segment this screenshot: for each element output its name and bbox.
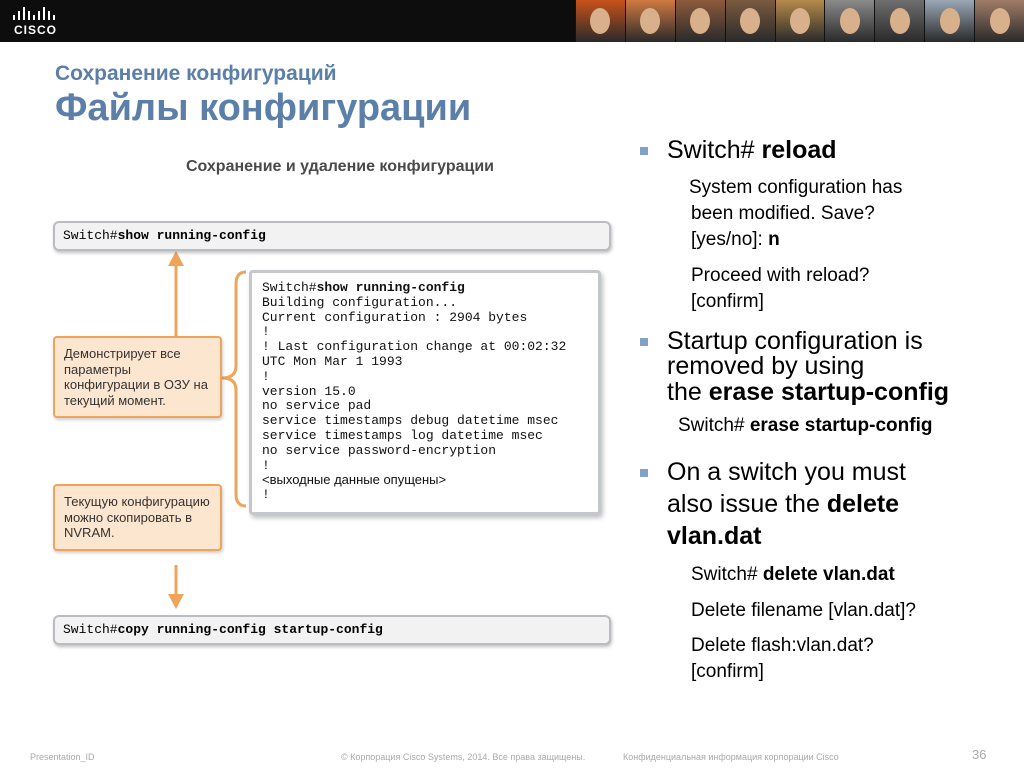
vlan-example-line: Delete flash:vlan.dat? <box>691 635 874 656</box>
output-line: ! <box>262 457 270 473</box>
output-line: Building configuration... <box>262 294 458 310</box>
header-photo <box>974 0 1024 42</box>
output-line: ! <box>262 487 270 503</box>
cmd-text: copy running-config startup-config <box>117 622 383 637</box>
person-photo-icon <box>690 8 710 34</box>
person-photo-icon <box>840 8 860 34</box>
callout-running-config: Демонстрирует все параметры конфигурации в ОЗУ на текущий момент. <box>53 336 222 418</box>
person-photo-icon <box>940 8 960 34</box>
command-copy-running-startup <box>53 615 611 645</box>
output-line: service timestamps log datetime msec <box>262 427 543 443</box>
vlan-example: Switch# delete vlan.dat <box>691 564 895 585</box>
erase-example: Switch# erase startup-config <box>678 415 933 436</box>
bullet-square-icon <box>640 338 648 346</box>
person-photo-icon <box>990 8 1010 34</box>
callout-copy-to-nvram: Текущую конфигурацию можно скопировать в NVRAM. <box>53 484 222 551</box>
cmd-prompt: Switch# <box>63 228 118 243</box>
footer-presentation-id: Presentation_ID <box>30 752 95 762</box>
slide-subtitle: Сохранение конфигураций <box>55 62 337 85</box>
cmd-text: show running-config <box>117 228 266 243</box>
bullet-square-icon <box>640 469 648 477</box>
bracket-connector <box>222 272 246 506</box>
output-omitted: <выходные данные опущены> <box>262 472 447 488</box>
output-line: version 15.0 <box>262 383 356 399</box>
page-number: 36 <box>972 747 987 762</box>
header-photo <box>874 0 924 42</box>
vlan-example-line: Delete filename [vlan.dat]? <box>691 600 916 621</box>
output-line: Current configuration : 2904 bytes <box>262 309 528 325</box>
arrow-up-icon <box>168 251 184 266</box>
footer-copyright: © Корпорация Cisco Systems, 2014. Все права защищены. <box>341 752 586 762</box>
reload-output-line: been modified. Save? <box>691 203 875 224</box>
command-show-running-config <box>53 221 611 251</box>
logo-text: CISCO <box>14 23 58 37</box>
header-photo <box>924 0 974 42</box>
reload-output-line: [yes/no]: n <box>691 229 780 250</box>
header-photo <box>725 0 775 42</box>
reload-output-line: [confirm] <box>691 291 764 312</box>
reload-output-line: System configuration has <box>689 177 903 198</box>
slide-title: Файлы конфигурации <box>55 87 472 129</box>
bullet-square-icon <box>640 147 648 155</box>
output-line: ! <box>262 324 270 340</box>
person-photo-icon <box>890 8 910 34</box>
output-line: ! <box>262 368 270 384</box>
reload-output-line: Proceed with reload? <box>691 265 870 286</box>
diagram-title: Сохранение и удаление конфигурации <box>185 158 495 175</box>
person-photo-icon <box>740 8 760 34</box>
person-photo-icon <box>790 8 810 34</box>
terminal-output <box>249 270 601 515</box>
output-line: no service password-encryption <box>262 442 497 458</box>
header-photo <box>824 0 874 42</box>
output-line: service timestamps debug datetime msec <box>262 413 559 429</box>
output-command-line: Switch#show running-config <box>262 280 465 295</box>
output-line: ! Last configuration change at 00:02:32 <box>262 339 567 355</box>
header-photo <box>775 0 825 42</box>
output-line: no service pad <box>262 398 372 414</box>
header-photo <box>675 0 725 42</box>
output-line: UTC Mon Mar 1 1993 <box>262 353 403 369</box>
footer-confidential: Конфиденциальная информация корпорации Cisco <box>623 752 839 762</box>
cmd-prompt: Switch# <box>63 622 118 637</box>
arrow-down-icon <box>168 594 184 609</box>
vlan-example-line: [confirm] <box>691 661 764 682</box>
